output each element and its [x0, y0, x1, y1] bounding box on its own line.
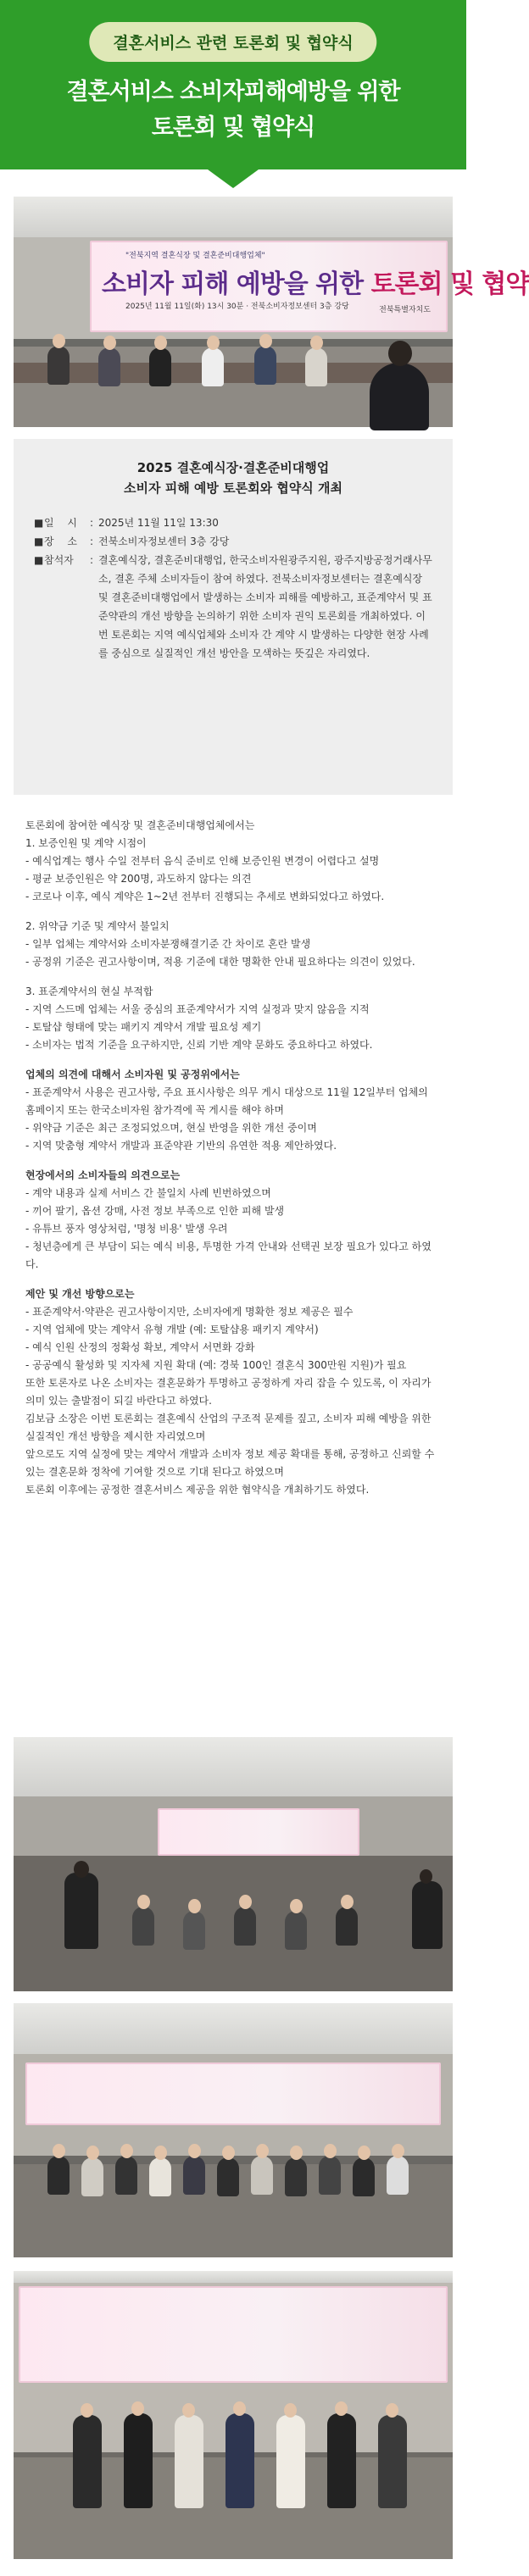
paragraph-1: 또한 토론자로 나온 소비자는 결혼문화가 투명하고 공정하게 자리 잡을 수 있도록, 이 자리가 의미 있는 출발점이 되길 바란다고 하였다. [25, 1377, 432, 1407]
paragraph-3: 앞으로도 지역 실정에 맞는 계약서 개발과 소비자 정보 제공 확대를 통해, 공정하고 신뢰할 수 있는 결혼문화 정착에 기여할 것으로 기대 된다고 하였으며 [25, 1448, 435, 1478]
event-photo-1 [14, 197, 529, 427]
banner-org: 전북특별자치도 [379, 306, 431, 314]
category-pill: 결혼서비스 관련 토론회 및 협약식 [89, 22, 376, 62]
info-row-date: ■ 일 시 : 2025년 11월 11일 13:30 [34, 517, 219, 529]
section-1: 1. 보증인원 및 계약 시점이 - 예식업계는 행사 수일 전부터 음식 준비로 인해 보증인원 변경이 어렵다고 설명 - 평균 보증인원은 약 200명, 과도하지 않다는 의견 - 코로나 이후, 예식 계약은 1~2년 전부터 진행되는 추세로 변화되었다고 하였다. [25, 837, 385, 902]
section-4: 업체의 의견에 대해서 소비자원 및 공정위에서는 - 표준계약서 사용은 권고사항, 주요 표시사항은 의무 게시 대상으로 11월 12일부터 업체의 홈페이지 또는 한국소비자원 참가격에 꼭 게시를 해야 하며 - 위약금 기준은 최근 조정되었으며, 현실 반영을 위한 개선 중이며 - 지역 맞춤형 계약서 개발과 표준약관 기반의 유연한 적용 제안하였다. [25, 1069, 428, 1152]
paragraph-2: 김보금 소장은 이번 토론회는 결혼예식 산업의 구조적 문제를 짚고, 소비자 피해 예방을 위한 실질적인 개선 방향을 제시한 자리였으며 [25, 1413, 432, 1442]
section-6: 제안 및 개선 방향으로는 - 표준계약서·약관은 권고사항이지만, 소비자에게 명확한 정보 제공은 필수 - 지역 업체에 맞는 계약서 유형 개발 (예: 토탈샵용 패키지 계약서) - 예식 인원 산정의 정확성 확보, 계약서 서면화 강화 - 공공예식 활성화 및 지자체 지원 확대 (예: 경북 100인 결혼식 300만원 지원)가 필요 [25, 1288, 407, 1371]
article-body [0, 817, 466, 1499]
title-line-2: 토론회 및 협약식 [151, 114, 315, 141]
header-banner [0, 0, 466, 169]
title-line-1: 결혼서비스 소비자피해예방을 위한 [66, 79, 400, 105]
event-banner [90, 241, 529, 332]
intro-text: 토론회에 참여한 예식장 및 결혼준비대행업체에서는 [25, 819, 255, 831]
event-photo-4 [14, 2271, 453, 2559]
info-row-place: ■ 장 소 : 전북소비자정보센터 3층 강당 [34, 536, 230, 547]
banner-title: 소비자 피해 예방을 위한 토론회 및 협약 [102, 269, 529, 299]
event-photo-2 [14, 1737, 453, 1991]
event-photo-3 [14, 2003, 453, 2257]
banner-date: 2025년 11월 11일(화) 13시 30분 · 전북소비자정보센터 3층 강당 [125, 303, 349, 311]
summary-title: 2025 결혼예식장·결혼준비대행업 소비자 피해 예방 토론회와 협약식 개최 [124, 460, 342, 496]
summary-box [14, 439, 453, 795]
page-title [0, 75, 466, 146]
banner-subtitle: "전북지역 결혼식장 및 결혼준비대행업체" [125, 252, 265, 260]
down-arrow-icon [208, 169, 259, 188]
paragraph-4: 토론회 이후에는 공정한 결혼서비스 제공을 위한 협약식을 개최하기도 하였다. [25, 1484, 370, 1496]
info-row-attendees: ■ 참석자 : 결혼예식장, 결혼준비대행업, 한국소비자원광주지원, 광주지방공정거래사무소, 결혼 주체 소비자들이 참여 하였다. 전북소비자정보센터는 결혼예식장 및 결혼준비대행업에서 발생하는 소비자 피해를 예방하고, 표준계약서 및 표준약관의 개선 방향을 논의하기 위한 소비자 권익 토론회를 개최하였다. 이번 토론회는 지역 예식업체와 소비자 간 계약 시 발생하는 다양한 현장 사례를 중심으로 실질적인 개선 방안을 모색하는 뜻깊은 자리였다. [34, 554, 432, 659]
section-2: 2. 위약금 기준 및 계약서 불일치 - 일부 업체는 계약서와 소비자분쟁해결기준 간 차이로 혼란 발생 - 공정위 기준은 권고사항이며, 적용 기준에 대한 명확한 안내 필요하다는 의견이 있었다. [25, 920, 415, 968]
section-3: 3. 표준계약서의 현실 부적합 - 지역 스드메 업체는 서울 중심의 표준계약서가 지역 실정과 맞지 않음을 지적 - 토탈샵 형태에 맞는 패키지 계약서 개발 필요성 제기 - 소비자는 법적 기준을 요구하지만, 신뢰 기반 계약 문화도 중요하다고 하였다. [25, 985, 373, 1051]
section-5: 현장에서의 소비자들의 의견으로는 - 계약 내용과 실제 서비스 간 불일치 사례 빈번하였으며 - 끼어 팔기, 옵션 강매, 사전 정보 부족으로 인한 피해 발생 - 유튜브 풍자 영상처럼, '명청 비용' 발생 우려 - 청년층에게 큰 부담이 되는 예식 비용, 투명한 가격 안내와 선택권 보장 필요가 있다고 하였다. [25, 1169, 432, 1270]
